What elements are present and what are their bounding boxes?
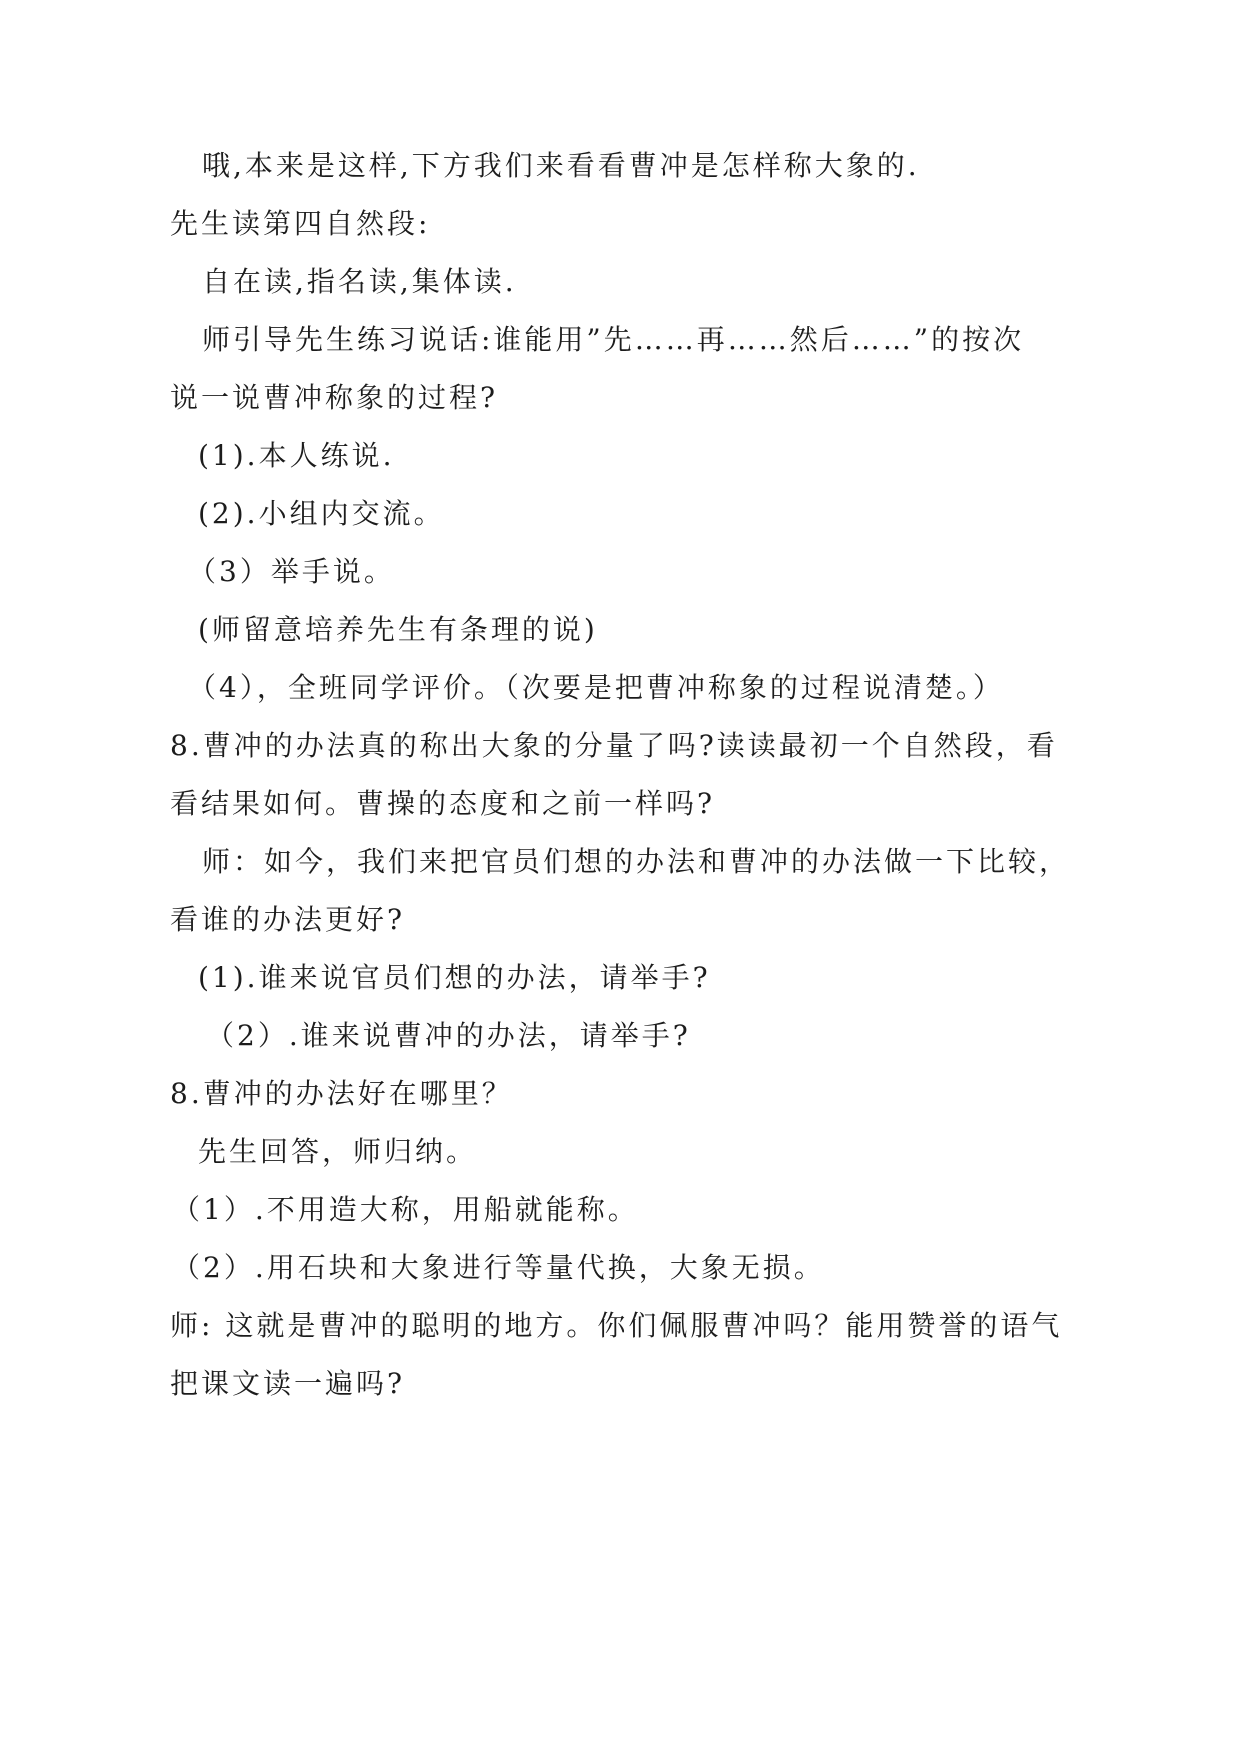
paragraph-line: 先生回答，师归纳。 — [198, 1135, 478, 1168]
paragraph-line: (2).小组内交流。 — [198, 497, 445, 530]
paragraph-line: （2）.用石块和大象进行等量代换，大象无损。 — [172, 1251, 825, 1284]
paragraph-line: （1）.不用造大称，用船就能称。 — [172, 1193, 639, 1226]
paragraph-line: （4），全班同学评价。（次要是把曹冲称象的过程说清楚。） — [188, 671, 1004, 704]
paragraph-line: 师引导先生练习说话:谁能用”先……再……然后……”的按次 — [202, 323, 1025, 356]
paragraph-line: 说一说曹冲称象的过程? — [170, 381, 499, 414]
paragraph-line: 师：如今，我们来把官员们想的办法和曹冲的办法做一下比较， — [202, 845, 1071, 878]
paragraph-line: 哦,本来是这样,下方我们来看看曹冲是怎样称大象的. — [202, 149, 920, 182]
paragraph-line: 先生读第四自然段: — [170, 207, 431, 240]
paragraph-line: (1).谁来说官员们想的办法，请举手? — [198, 961, 711, 994]
paragraph-line: 看谁的办法更好? — [170, 903, 406, 936]
paragraph-line: 自在读,指名读,集体读. — [202, 265, 517, 298]
paragraph-line: （3）举手说。 — [188, 555, 395, 588]
paragraph-line: （2）.谁来说曹冲的办法，请举手? — [206, 1019, 691, 1052]
paragraph-line: 8.曹冲的办法真的称出大象的分量了吗?读读最初一个自然段，看 — [170, 729, 1058, 762]
paragraph-line: 8.曹冲的办法好在哪里？ — [170, 1077, 513, 1110]
paragraph-line: 师: 这就是曹冲的聪明的地方。你们佩服曹冲吗？能用赞誉的语气 — [170, 1309, 1063, 1342]
paragraph-line: 把课文读一遍吗? — [170, 1367, 406, 1400]
paragraph-line: 看结果如何。曹操的态度和之前一样吗? — [170, 787, 716, 820]
paragraph-line: (师留意培养先生有条理的说) — [198, 613, 598, 646]
paragraph-line: (1).本人练说. — [198, 439, 395, 472]
